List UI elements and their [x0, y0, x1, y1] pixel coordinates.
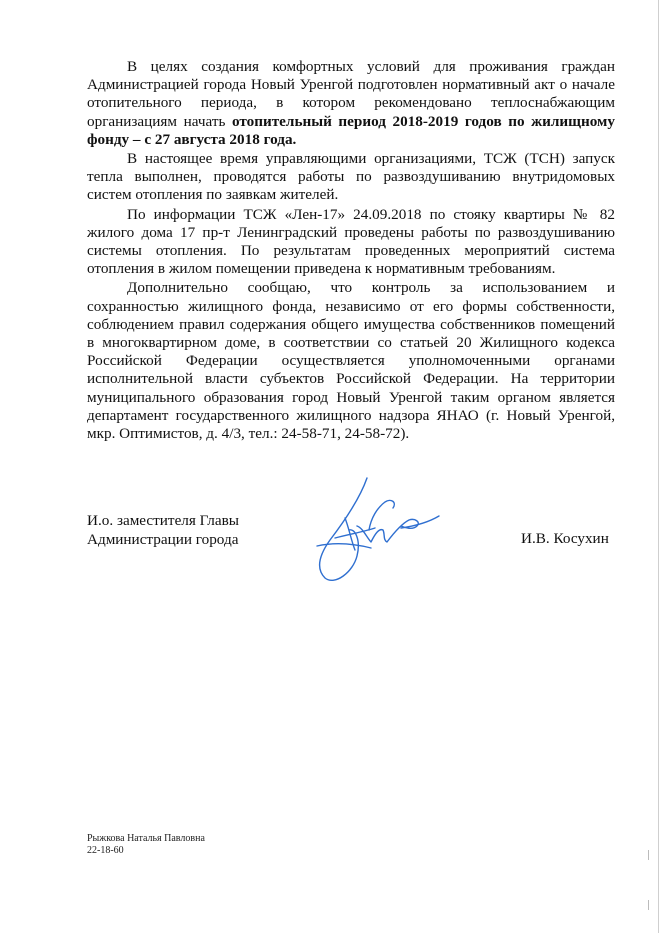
signer-position-line-2: Администрации города	[87, 531, 239, 548]
executor-name: Рыжкова Наталья Павловна	[87, 833, 205, 844]
executor-phone: 22-18-60	[87, 845, 124, 856]
paragraph-4: Дополнительно сообщаю, что контроль за использованием и сохранностью жилищного фонда, независимо от его формы собственности, соблюдением правил содержания общего имущества собственников помещений в многоквартирном доме, в соответствии со статьей 20 Жилищного кодекса Российской Федерации осуществляется уполномоченными органами исполнительной власти субъектов Российской Федерации. На территории муниципального образования город Новый Уренгой таким органом является департамент государственного жилищного надзора ЯНАО (г. Новый Уренгой, мкр. Оптимистов, д. 4/3, тел.: 24-58-71, 24-58-72).	[87, 279, 615, 443]
paragraph-1-bold: отопительный период 2018-2019 годов по жилищному фонду – с 27 августа 2018 года.	[87, 112, 615, 148]
paragraph-1	[87, 58, 615, 149]
signer-position-line-1: И.о. заместителя Главы	[87, 512, 240, 529]
handwritten-signature	[305, 468, 445, 593]
executor-footer	[87, 833, 205, 857]
scan-mark	[648, 900, 649, 910]
paragraph-1-text: В целях создания комфортных условий для проживания граждан Администрацией города Новый Уренгой подготовлен нормативный акт о начале отопительного периода, в котором рекомендовано теплоснабжающим организациям начать	[87, 58, 615, 130]
letter-body	[87, 58, 615, 443]
signer-position	[87, 511, 239, 549]
signer-name: И.В. Косухин	[521, 530, 609, 547]
scan-mark	[648, 850, 649, 860]
paragraph-2: В настоящее время управляющими организациями, ТСЖ (ТСН) запуск тепла выполнен, проводятся работы по развоздушиванию внутридомовых систем отопления по заявкам жителей.	[87, 150, 615, 204]
paragraph-3: По информации ТСЖ «Лен-17» 24.09.2018 по стояку квартиры № 82 жилого дома 17 пр-т Ленинградский проведены работы по развоздушиванию системы отопления. По результатам проведенных мероприятий система отопления в жилом помещении приведена к нормативным требованиям.	[87, 205, 615, 278]
